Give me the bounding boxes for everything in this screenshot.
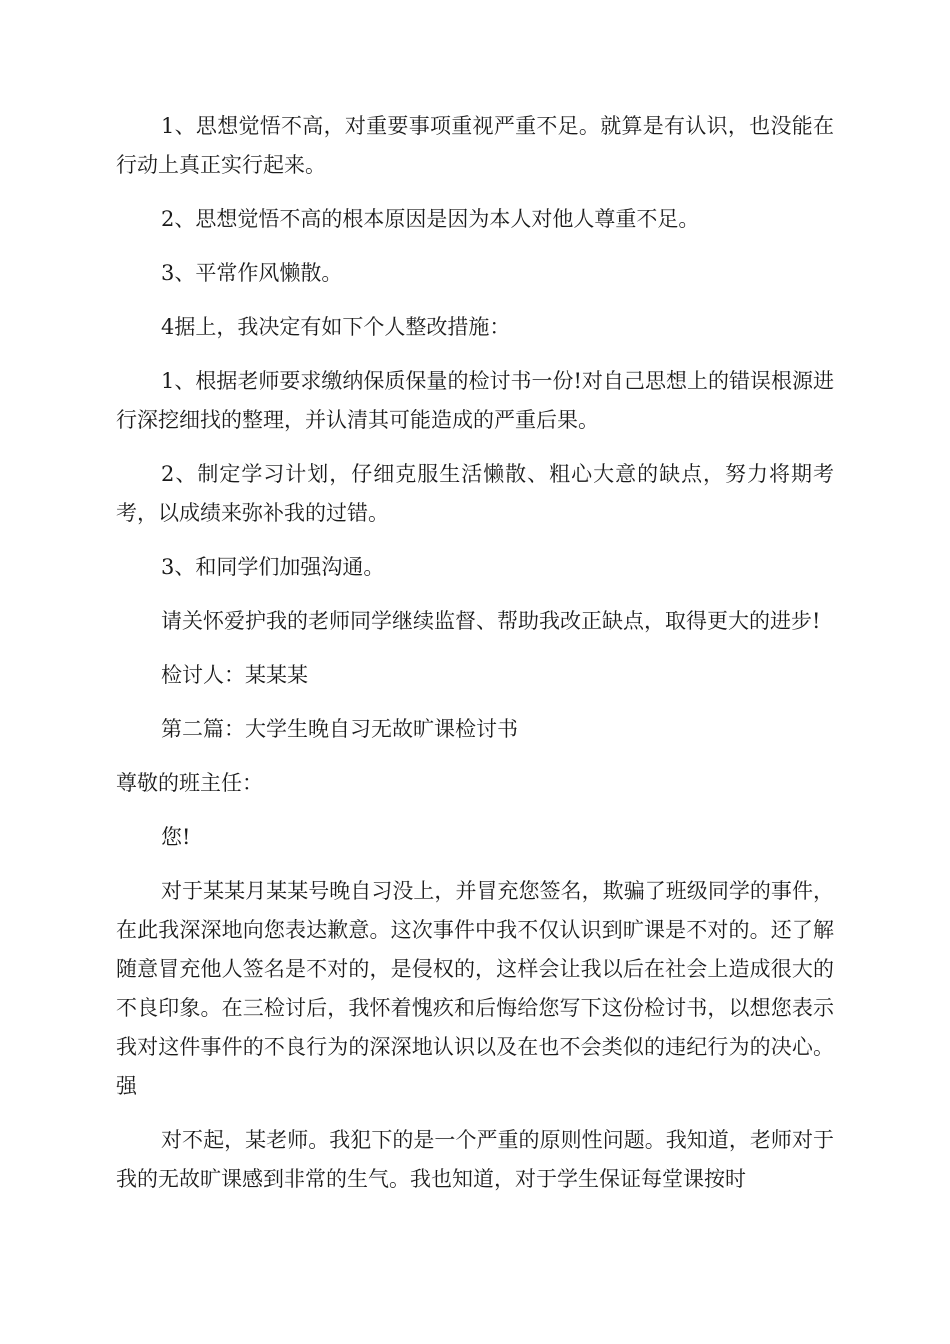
paragraph-reason-1: 1、思想觉悟不高，对重要事项重视严重不足。就算是有认识，也没能在行动上真正实行起来。 (116, 114, 834, 177)
greeting: 您! (161, 825, 191, 849)
section-title: 第二篇：大学生晚自习无故旷课检讨书 (161, 717, 518, 741)
paragraph-reason-3: 3、平常作风懒散。 (161, 261, 343, 285)
paragraph-apology: 对于某某月某某号晚自习没上，并冒充您签名，欺骗了班级同学的事件，在此我深深地向您表达歉意。这次事件中我不仅认识到旷课是不对的。还了解随意冒充他人签名是不对的，是侵权的，这样会让我以后在社会上造成很大的不良印象。在三检讨后，我怀着愧疚和后悔给您写下这份检讨书，以想您表示我对这件事件的不良行为的深深地认识以及在也不会类似的违纪行为的决心。强 (116, 879, 834, 1098)
document-body (116, 107, 834, 1214)
paragraph-closing-request: 请关怀爱护我的老师同学继续监督、帮助我改正缺点，取得更大的进步! (161, 609, 821, 633)
paragraph-measure-2: 2、制定学习计划，仔细克服生活懒散、粗心大意的缺点，努力将期考考，以成绩来弥补我的过错。 (116, 462, 834, 525)
paragraph-measure-3: 3、和同学们加强沟通。 (161, 555, 385, 579)
signature-line: 检讨人：某某某 (161, 663, 308, 687)
paragraph-reason-2: 2、思想觉悟不高的根本原因是因为本人对他人尊重不足。 (161, 207, 700, 231)
paragraph-continuation: 对不起，某老师。我犯下的是一个严重的原则性问题。我知道，老师对于我的无故旷课感到非常的生气。我也知道，对于学生保证每堂课按时 (116, 1128, 834, 1191)
paragraph-measures-intro: 4据上，我决定有如下个人整改措施： (161, 315, 511, 339)
paragraph-measure-1: 1、根据老师要求缴纳保质保量的检讨书一份!对自己思想上的错误根源进行深挖细找的整理，并认清其可能造成的严重后果。 (116, 369, 834, 432)
salutation: 尊敬的班主任： (116, 771, 263, 795)
